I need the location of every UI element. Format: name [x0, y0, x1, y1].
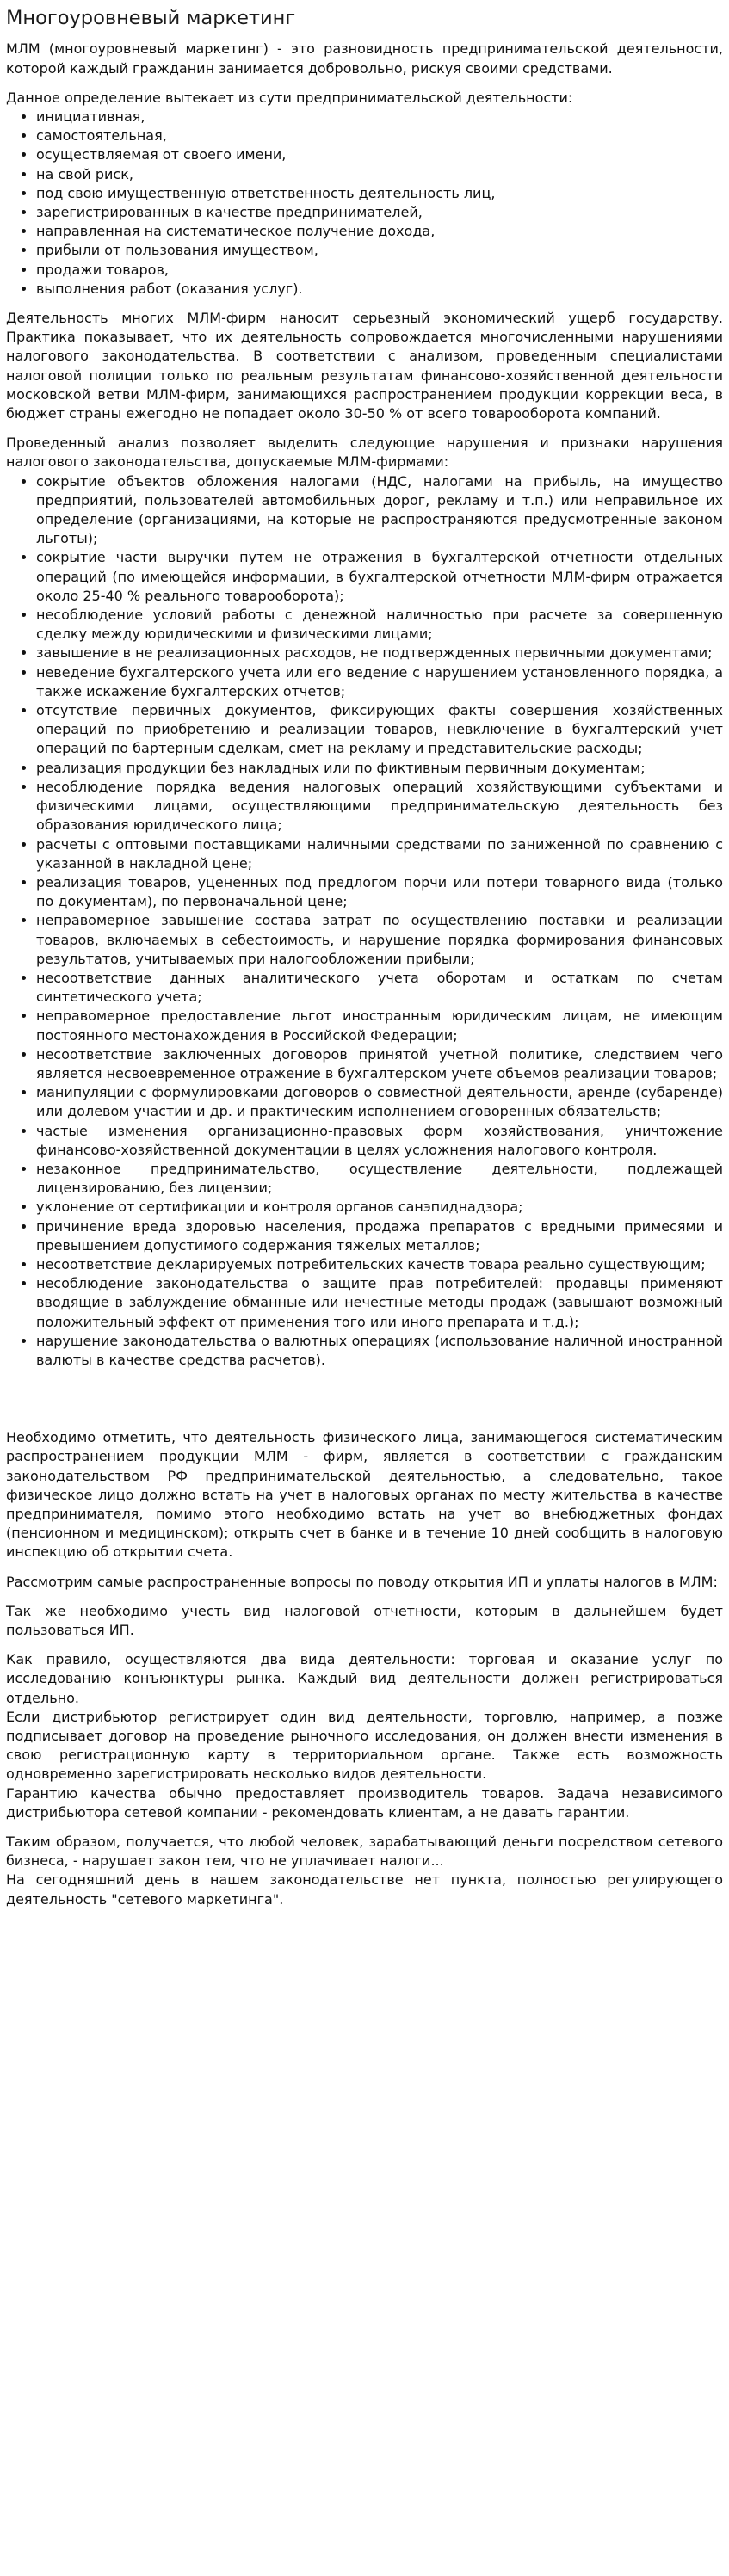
list-item: • несоблюдение условий работы с денежной наличностью при расчете за совершенную сделку между юридическими и физическими лицами;	[36, 606, 723, 644]
page-title: Многоуровневый маркетинг	[6, 7, 296, 29]
list-item: • выполнения работ (оказания услуг).	[36, 280, 723, 299]
registration-paragraph: Необходимо отметить, что деятельность физического лица, занимающегося систематическим распространением продукции МЛМ - фирм, является в соответствии с гражданским законодательством РФ предпринимательской деятельностью, а следовательно, такое физическое лицо должно встать на учет в налоговых органах по месту жительства в качестве предпринимателя, помимо этого необходимо встать на учет во внебюджетных фондах (пенсионном и медицинском); открыть счет в банке и в течение 10 дней сообщить в налоговую инспекцию об открытии счета.	[6, 1429, 723, 1561]
list-item: • реализация товаров, уцененных под предлогом порчи или потери товарного вида (только по документам), по первоначальной цене;	[36, 873, 723, 911]
list-item: • инициативная,	[36, 108, 723, 126]
list-item: • на свой риск,	[36, 165, 723, 184]
list-item: • несоблюдение порядка ведения налоговых операций хозяйствующими субъектами и физическими лицами, осуществляющими предпринимательскую деятельность без образования юридического лица;	[36, 778, 723, 835]
list-item: • неведение бухгалтерского учета или его ведение с нарушением установленного порядка, а также искажение бухгалтерских отчетов;	[36, 663, 723, 701]
list-item: • отсутствие первичных документов, фиксирующих факты совершения хозяйственных операций по приобретению и реализации товаров, невключение в бухгалтерский учет операций по бартерным сделкам, смет на рекламу и представительские расходы;	[36, 701, 723, 759]
list-item: • незаконное предпринимательство, осуществление деятельности, подлежащей лицензированию, без лицензии;	[36, 1160, 723, 1198]
list-item: • неправомерное завышение состава затрат по осуществлению поставки и реализации товаров, включаемых в себестоимость, и нарушение порядка формирования финансовых результатов, учитываемых при налогообложении прибыли;	[36, 911, 723, 969]
list-item: • направленная на систематическое получение дохода,	[36, 222, 723, 241]
violations-lead: Проведенный анализ позволяет выделить следующие нарушения и признаки нарушения налогового законодательства, допускаемые МЛМ-фирмами:	[6, 434, 723, 471]
definition-lead: Данное определение вытекает из сути предпринимательской деятельности:	[6, 89, 573, 106]
violations-list	[6, 472, 723, 1371]
list-item: • продажи товаров,	[36, 261, 723, 280]
reporting-paragraph: Так же необходимо учесть вид налоговой отчетности, которым в дальнейшем будет пользоваться ИП.	[6, 1602, 723, 1639]
distributor-paragraph: Если дистрибьютор регистрирует один вид деятельности, торговлю, например, а позже подписывает договор на проведение рыночного исследования, он должен внести изменения в свою регистрационную карту в территориальном органе. Также есть возможность одновременно зарегистрировать несколько видов деятельности.	[6, 1708, 723, 1783]
list-item: • завышение в не реализационных расходов, не подтвержденных первичными документами;	[36, 644, 723, 662]
list-item: • прибыли от пользования имуществом,	[36, 241, 723, 260]
list-item: • осуществляемая от своего имени,	[36, 145, 723, 164]
list-item: • несоблюдение законодательства о защите прав потребителей: продавцы применяют вводящие в заблуждение обманные или нечестные методы продаж (завышают возможный положительный эффект от применения того или иного препарата и т.д.);	[36, 1274, 723, 1332]
list-item: • сокрытие объектов обложения налогами (НДС, налогами на прибыль, на имущество предприятий, пользователей автомобильных дорог, рекламу и т.п.) или неправильное их определение (организациями, на которые не распространяются предусмотренные законом льготы);	[36, 472, 723, 549]
guarantee-paragraph: Гарантию качества обычно предоставляет производитель товаров. Задача независимого дистрибьютора сетевой компании - рекомендовать клиентам, а не давать гарантии.	[6, 1784, 723, 1821]
list-item: • несоответствие декларируемых потребительских качеств товара реально существующим;	[36, 1255, 723, 1274]
list-item: • реализация продукции без накладных или по фиктивным первичным документам;	[36, 759, 723, 778]
list-item: • несоответствие данных аналитического учета оборотам и остаткам по счетам синтетического учета;	[36, 969, 723, 1007]
questions-lead: Рассмотрим самые распространенные вопросы по поводу открытия ИП и уплаты налогов в МЛМ:	[6, 1573, 718, 1590]
list-item: • сокрытие части выручки путем не отражения в бухгалтерской отчетности отдельных операций (по имеющейся информации, в бухгалтерской отчетности МЛМ-фирм отражается около 25-40 % реального товарооборота);	[36, 548, 723, 606]
list-item: • уклонение от сертификации и контроля органов санэпиднадзора;	[36, 1198, 723, 1217]
list-item: • причинение вреда здоровью населения, продажа препаратов с вредными примесями и превышением допустимого содержания тяжелых металлов;	[36, 1217, 723, 1255]
intro-paragraph: МЛМ (многоуровневый маркетинг) - это разновидность предпринимательской деятельности, которой каждый гражданин занимается добровольно, рискуя своими средствами.	[6, 40, 723, 77]
section-gap	[6, 1380, 723, 1428]
conclusion-paragraph: Таким образом, получается, что любой человек, зарабатывающий деньги посредством сетевого бизнеса, - нарушает закон тем, что не уплачивает налоги...	[6, 1833, 723, 1870]
list-item: • нарушение законодательства о валютных операциях (использование наличной иностранной валюты в качестве средства расчетов).	[36, 1332, 723, 1370]
law-paragraph: На сегодняшний день в нашем законодательстве нет пункта, полностью регулирующего деятельность "сетевого маркетинга".	[6, 1871, 723, 1907]
list-item: • зарегистрированных в качестве предпринимателей,	[36, 203, 723, 222]
damage-paragraph: Деятельность многих МЛМ-фирм наносит серьезный экономический ущерб государству. Практика показывает, что их деятельность сопровождается многочисленными нарушениями налогового законодательства. В соответствии с анализом, проведенным специалистами налоговой полиции только по реальным результатам финансово-хозяйственной деятельности московской ветви МЛМ-фирм, занимающихся распространением продукции коррекции веса, в бюджет страны ежегодно не попадает около 30-50 % от всего товарооборота компаний.	[6, 310, 723, 422]
list-item: • самостоятельная,	[36, 126, 723, 145]
list-item: • неправомерное предоставление льгот иностранным юридическим лицам, не имеющим постоянного местонахождения в Российской Федерации;	[36, 1007, 723, 1045]
list-item: • расчеты с оптовыми поставщиками наличными средствами по заниженной по сравнению с указанной в накладной цене;	[36, 835, 723, 873]
activity-types-paragraph: Как правило, осуществляются два вида деятельности: торговая и оказание услуг по исследованию конъюнктуры рынка. Каждый вид деятельности должен регистрироваться отдельно.	[6, 1651, 723, 1706]
definition-list	[6, 108, 723, 299]
list-item: • под свою имущественную ответственность деятельность лиц,	[36, 184, 723, 203]
list-item: • манипуляции с формулировками договоров о совместной деятельности, аренде (субаренде) или долевом участии и др. и практическим исполнением оговоренных обязательств;	[36, 1083, 723, 1121]
list-item: • несоответствие заключенных договоров принятой учетной политике, следствием чего является несвоевременное отражение в бухгалтерском учете объемов реализации товаров;	[36, 1045, 723, 1083]
list-item: • частые изменения организационно-правовых форм хозяйствования, уничтожение финансово-хозяйственной документации в целях усложнения налогового контроля.	[36, 1122, 723, 1160]
